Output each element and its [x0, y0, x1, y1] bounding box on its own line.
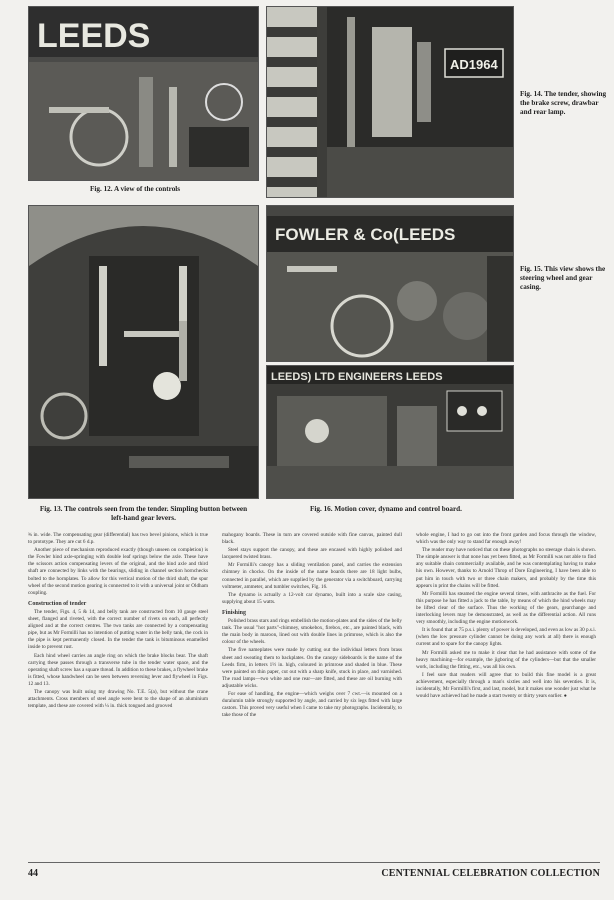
col3-paragraph-2: The reader may have noticed that on these photographs no steerage chain is shown. The simple answer is that none has yet been fitted, as Mr Formilli was not able to find any suitable chain commercially available, and he was contemplating having to make his own. However, thanks to Arnold Throp of Dore Engineering, I have been able to put him in touch with two or three chain makers, and probably by the time this appears in print the chains will be fitted. — [416, 547, 596, 589]
col2-paragraph-4: The dynamo is actually a 12-volt car dynamo, built into a scale size casing, supplying about 15 watts. — [222, 591, 402, 605]
fig15-caption: Fig. 15. This view shows the steering wheel and gear casing. — [520, 265, 606, 291]
fig15-photo — [266, 205, 514, 362]
fig14-photo — [266, 6, 514, 198]
fig16-sign-text: LEEDS) LTD ENGINEERS LEEDS — [271, 371, 443, 383]
text-column-2 — [222, 532, 402, 720]
fig12-photo — [28, 6, 259, 181]
col3-paragraph-6: I feel sure that readers will agree that to build this fine model is a great achievement, especially through a man's sixties and well into his seventies. It is, incidentally, Mr Formilli's first, and last, model, but it makes one wonder just what he would have achieved had he made a start twenty or thirty years earlier. ● — [416, 671, 596, 700]
fig13-caption: Fig. 13. The controls seen from the tender. Simpling button between left-hand gear levers. — [39, 505, 248, 522]
fig12-caption: Fig. 12. A view of the controls — [90, 185, 181, 193]
publication-title: CENTENNIAL CELEBRATION COLLECTION — [381, 868, 600, 879]
col3-paragraph-4: It is found that at 75 p.s.i. plenty of power is developed, and even as low as 30 p.s.i. (when the low pressure cylinder cannot be doing any work at all) there is enough current and to spare for the canopy lights. — [416, 627, 596, 648]
col1-paragraph-3: The tender, Figs. 4, 5 & 14, and belly tank are constructed from 10 gauge steel sheet, flanged and riveted, with the correct number of rivets on each, all perfectly aligned and at the correct centres. The two tanks are connected by a compensating pipe, but as Mr Formilli has no intention of putting water in the belly tank, the cock in the pipe is kept permanently closed. In the tender the tank is bituminous enamelled inside to prevent rust. — [28, 608, 208, 651]
col2-paragraph-6: The five nameplates were made by cutting out the individual letters from brass sheet and sweating them to backplates. On the canopy sideboards is the name of the Leeds firm, in letters 1½ in. high, coloured in primrose and shaded in blue. These were painted on thin paper, cut out with a sharp knife, stuck in place, and varnished. The road lamps—two white and one rear—are fitted, and these are oil burning with adjustable wicks. — [222, 647, 402, 689]
text-column-1 — [28, 532, 208, 711]
col2-paragraph-7: For ease of handling, the engine—which weighs over 7 cwt.—is mounted on a duralumin table strongly supported by angle, and carried by six legs fitted with large castors. This proved very useful when I came to take my photographs. Incidentally, to take those of the — [222, 690, 402, 719]
col2-paragraph-5: Polished brass stars and rings embellish the motion-plates and the sides of the belly tank. The usual "hot parts"-chimney, smokebox, firebox, etc., are painted black, with the main body in maroon, lined out with double lines in primrose, which is also the colour of the wheels. — [222, 618, 402, 646]
col1-paragraph-5: The canopy was built using my drawing No. T.E. 5(a), but without the crane attachments. Cross members of steel angle were bent to the shape of an aluminium template, and these are covered with ¼ in. thick tongued and grooved — [28, 688, 208, 710]
fig16-caption: Fig. 16. Motion cover, dynamo and control board. — [310, 505, 462, 513]
col3-paragraph-5: Mr Formilli asked me to make it clear that he had assistance with some of the heavy machining—for example, the jigboring of the cylinders—but that the smaller work, including the fitting, etc., was all his own. — [416, 649, 596, 670]
fig12-sign-text: LEEDS — [37, 17, 151, 55]
col2-paragraph-1: mahogany boards. These in turn are covered outside with fine canvas, painted dull black. — [222, 532, 402, 546]
text-column-3 — [416, 532, 596, 701]
fig15-sign-text: FOWLER & Co(LEEDS — [275, 225, 456, 244]
footer-rule — [28, 862, 600, 863]
fig14-plate-text: AD1964 — [450, 57, 498, 72]
fig16-photo — [266, 365, 514, 499]
fig14-caption: Fig. 14. The tender, showing the brake screw, drawbar and rear lamp. — [520, 90, 607, 116]
col2-heading-finishing: Finishing — [222, 609, 247, 616]
col1-heading-construction: Construction of tender — [28, 600, 87, 607]
col1-paragraph-1: ¾ in. wide. The compensating gear (differential) has two bevel pinions, which is true to prototype. They are cut 6 d.p. — [28, 532, 208, 546]
col1-paragraph-4: Each hind wheel carries an angle ring on which the brake blocks bear. The shaft carrying these passes through a transverse tube in the tender water space, and the operating shaft screw has a square thread. In addition to these brakes, a flywheel brake is fitted, whose handwheel can be seen between reversing lever and flywheel in Figs. 12 and 13. — [28, 652, 208, 687]
col2-paragraph-3: Mr Formilli's canopy has a sliding ventilation panel, and carries the extension chimney in chocks. On the inside of the name boards there are 18 light bulbs, connected in parallel, which are supplied by the generator via a switchboard, carrying voltmeter, ammeter, and tumbler switches, Fig. 16. — [222, 562, 402, 590]
fig13-photo — [28, 205, 259, 499]
col1-paragraph-2: Another piece of mechanism reproduced exactly (though unseen on completion) is the Fowler hind axle-springing with double leaf springs below the axle. These have the scissors action compensating levers of the original, and the hind axle and third shaft are connected by links with the bearings, sliding in channel section hornchecks bolted to the hornplates. To allow for this vertical motion of the third shaft, the spur wheel of the second motion gearing is connected to it with a universal joint or Oldham coupling. — [28, 547, 208, 596]
page-number: 44 — [28, 868, 38, 879]
col3-paragraph-3: Mr Formilli has steamed the engine several times, with anthracite as the fuel. For this purpose he has fitted a jack to the table, by means of which the hind wheels may be lifted clear of the surface. Thus the working of the gears, gearchange and interlocking levers may be demonstrated, as well as the differential action. All runs very smoothly, including the engine motionwork. — [416, 590, 596, 626]
col2-paragraph-2: Steel stays support the canopy, and these are encased with highly polished and lacquered twisted brass. — [222, 547, 402, 561]
col3-paragraph-1: whole engine, I had to go out into the front garden and focus through the window, which was the only way to stand far enough away! — [416, 532, 596, 546]
